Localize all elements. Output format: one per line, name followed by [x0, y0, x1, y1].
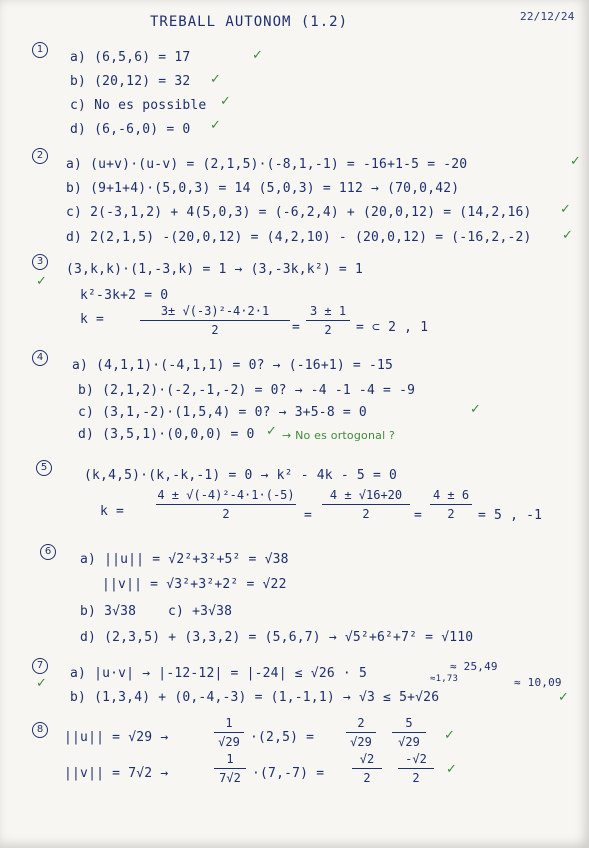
ex4-a: a) (4,1,1)·(-4,1,1) = 0? → (-16+1) = -15 — [72, 358, 394, 373]
check-icon: ✓ — [558, 690, 570, 705]
ex2-b: b) (9+1+4)·(5,0,3) = 14 (5,0,3) = 112 → (70,0,42) — [66, 181, 460, 196]
exercise-number-7: 7 — [32, 658, 48, 674]
ex7-a: a) |u·v| → |-12-12| = |-24| ≤ √26 · 5 — [70, 666, 367, 681]
ex8-fraction-5: √2 2 — [352, 752, 382, 785]
ex2-d: d) 2(2,1,5) -(20,0,12) = (4,2,10) - (20,0,12) = (-16,2,-2) — [66, 230, 532, 245]
ex8-fraction-1: 1 √29 — [214, 716, 244, 749]
ex5-eq-2: = — [414, 508, 423, 523]
ex6-b: b) 3√38 — [80, 604, 137, 619]
check-icon: ✓ — [470, 402, 482, 417]
exercise-number-6: 6 — [40, 544, 56, 560]
ex4-d-note: → No es ortogonal ? — [282, 429, 396, 442]
ex8-line2-b: ·(7,-7) = — [252, 766, 325, 781]
ex1-c: c) No es possible — [70, 98, 207, 113]
ex6-c: c) +3√38 — [168, 604, 233, 619]
ex8-fraction-6: -√2 2 — [398, 752, 434, 785]
ex5-eq-1: = — [304, 508, 313, 523]
ex3-k: k = — [80, 312, 105, 327]
ex6-d: d) (2,3,5) + (3,3,2) = (5,6,7) → √5²+6²+7² = √110 — [80, 630, 474, 645]
ex3-fraction-2: 3 ± 1 2 — [306, 304, 350, 337]
check-icon: ✓ — [36, 676, 48, 691]
exercise-number-3: 3 — [32, 254, 48, 270]
check-icon: ✓ — [220, 94, 232, 109]
ex8-line1: ||u|| = √29 → — [64, 730, 169, 745]
exercise-number-4: 4 — [32, 350, 48, 366]
ex5-fraction-3: 4 ± 6 2 — [430, 488, 472, 521]
ex7-b-note: ≈ 10,09 — [514, 676, 562, 689]
ex2-c: c) 2(-3,1,2) + 4(5,0,3) = (-6,2,4) + (20,0,12) = (14,2,16) — [66, 205, 532, 220]
ex3-roots: = ⊂ 2 , 1 — [356, 320, 429, 335]
ex8-line1-b: ·(2,5) = — [250, 730, 315, 745]
ex3-line1: (3,k,k)·(1,-3,k) = 1 → (3,-3k,k²) = 1 — [66, 262, 363, 277]
ex5-line1: (k,4,5)·(k,-k,-1) = 0 → k² - 4k - 5 = 0 — [84, 468, 398, 483]
ex8-fraction-2: 2 √29 — [346, 716, 376, 749]
check-icon: ✓ — [560, 202, 572, 217]
exercise-number-5: 5 — [36, 460, 52, 476]
ex7-a-note-2: ≈1,73 — [430, 674, 459, 684]
exercise-number-8: 8 — [32, 722, 48, 738]
ex6-a2: ||v|| = √3²+3²+2² = √22 — [102, 577, 287, 592]
ex4-d: d) (3,5,1)·(0,0,0) = 0 — [78, 427, 255, 442]
ex7-a-note: ≈ 25,49 — [450, 660, 498, 673]
ex5-fraction-2: 4 ± √16+20 2 — [322, 488, 410, 521]
check-icon: ✓ — [210, 118, 222, 133]
check-icon: ✓ — [444, 728, 456, 743]
check-icon: ✓ — [446, 762, 458, 777]
check-icon: ✓ — [36, 274, 48, 289]
ex5-k: k = — [100, 504, 125, 519]
check-icon: ✓ — [562, 228, 574, 243]
ex1-d: d) (6,-6,0) = 0 — [70, 122, 191, 137]
ex3-line2: k²-3k+2 = 0 — [80, 288, 169, 303]
ex3-fraction: 3± √(-3)²-4·2·1 2 — [140, 304, 290, 337]
page-title: TREBALL AUTONOM (1.2) — [150, 14, 349, 30]
ex1-a: a) (6,5,6) = 17 — [70, 50, 191, 65]
ex3-eq: = — [292, 320, 301, 335]
ex8-fraction-3: 5 √29 — [392, 716, 426, 749]
check-icon: ✓ — [570, 154, 582, 169]
ex8-line2: ||v|| = 7√2 → — [64, 766, 169, 781]
ex8-fraction-4: 1 7√2 — [214, 752, 246, 785]
ex5-roots: = 5 , -1 — [478, 508, 543, 523]
ex5-fraction-1: 4 ± √(-4)²-4·1·(-5) 2 — [157, 488, 295, 522]
ex7-b: b) (1,3,4) + (0,-4,-3) = (1,-1,1) → √3 ≤ 5+√26 — [70, 690, 440, 705]
exercise-number-2: 2 — [32, 148, 48, 164]
ex4-c: c) (3,1,-2)·(1,5,4) = 0? → 3+5-8 = 0 — [78, 405, 367, 420]
ex6-a1: a) ||u|| = √2²+3²+5² = √38 — [80, 552, 289, 567]
check-icon: ✓ — [252, 48, 264, 63]
check-icon: ✓ — [266, 424, 278, 439]
exercise-number-1: 1 — [32, 42, 48, 58]
ex4-b: b) (2,1,2)·(-2,-1,-2) = 0? → -4 -1 -4 = -9 — [78, 383, 416, 398]
ex2-a: a) (u+v)·(u-v) = (2,1,5)·(-8,1,-1) = -16+1-5 = -20 — [66, 157, 468, 172]
page-date: 22/12/24 — [520, 10, 575, 23]
check-icon: ✓ — [210, 72, 222, 87]
ex1-b: b) (20,12) = 32 — [70, 74, 191, 89]
